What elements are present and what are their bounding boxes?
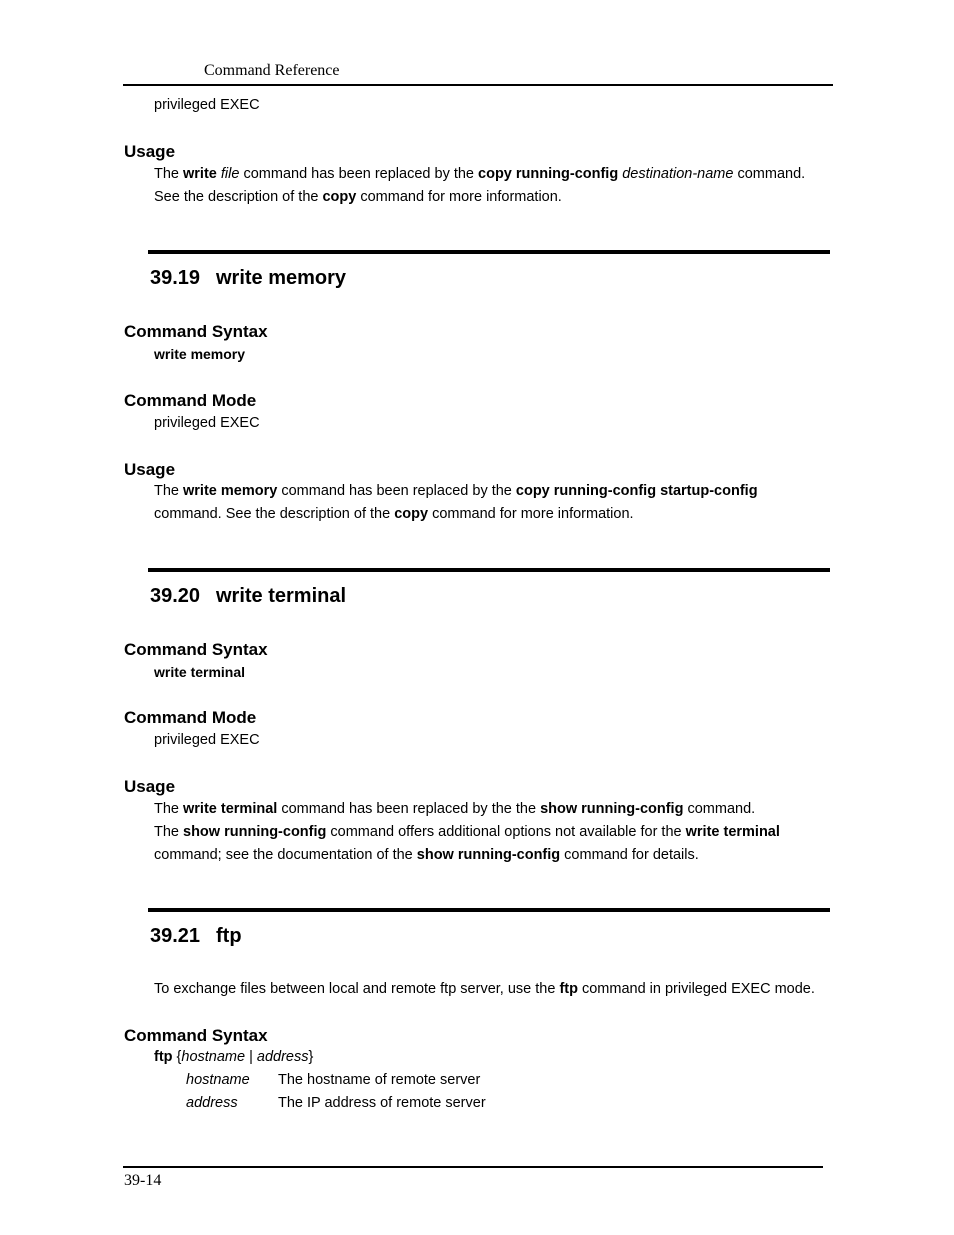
usage-heading: Usage xyxy=(124,460,176,479)
usage-line: The show running-config command offers additional options not available for the write terminal xyxy=(154,824,780,840)
intro-text: To exchange files between local and remote ftp server, use the ftp command in privileged EXEC mode. xyxy=(154,981,815,997)
mode-value: privileged EXEC xyxy=(154,97,260,113)
param-description: The IP address of remote server xyxy=(278,1095,486,1111)
section-rule xyxy=(148,568,830,572)
mode-heading: Command Mode xyxy=(124,391,257,410)
footer-rule xyxy=(123,1166,823,1168)
usage-line: command. See the description of the copy command for more information. xyxy=(154,506,634,522)
usage-line: command; see the documentation of the show running-config command for details. xyxy=(154,847,699,863)
syntax-value: write memory xyxy=(154,346,246,362)
mode-value: privileged EXEC xyxy=(154,415,260,431)
mode-heading: Command Mode xyxy=(124,708,257,727)
mode-value: privileged EXEC xyxy=(154,732,260,748)
usage-line: See the description of the copy command for more information. xyxy=(154,189,562,205)
syntax-heading: Command Syntax xyxy=(124,1026,268,1045)
param-name: address xyxy=(186,1095,238,1111)
syntax-heading: Command Syntax xyxy=(124,322,268,341)
header-rule xyxy=(123,84,833,86)
param-description: The hostname of remote server xyxy=(278,1072,481,1088)
syntax-value: write terminal xyxy=(154,664,246,680)
section-title: 39.19 write memory xyxy=(150,267,347,289)
section-title: 39.21 ftp xyxy=(150,925,242,947)
usage-heading: Usage xyxy=(124,777,176,796)
syntax-heading: Command Syntax xyxy=(124,640,268,659)
syntax-value: ftp {hostname | address} xyxy=(154,1049,314,1065)
section-rule xyxy=(148,250,830,254)
running-header: Command Reference xyxy=(204,62,340,79)
section-title: 39.20 write terminal xyxy=(150,585,347,607)
page-number: 39-14 xyxy=(124,1172,162,1189)
usage-line: The write file command has been replaced by the copy running-config destination-name command. xyxy=(154,166,806,182)
param-name: hostname xyxy=(186,1072,250,1088)
usage-heading: Usage xyxy=(124,142,176,161)
section-rule xyxy=(148,908,830,912)
usage-line: The write memory command has been replaced by the copy running-config startup-config xyxy=(154,483,758,499)
usage-line: The write terminal command has been replaced by the the show running-config command. xyxy=(154,801,756,817)
